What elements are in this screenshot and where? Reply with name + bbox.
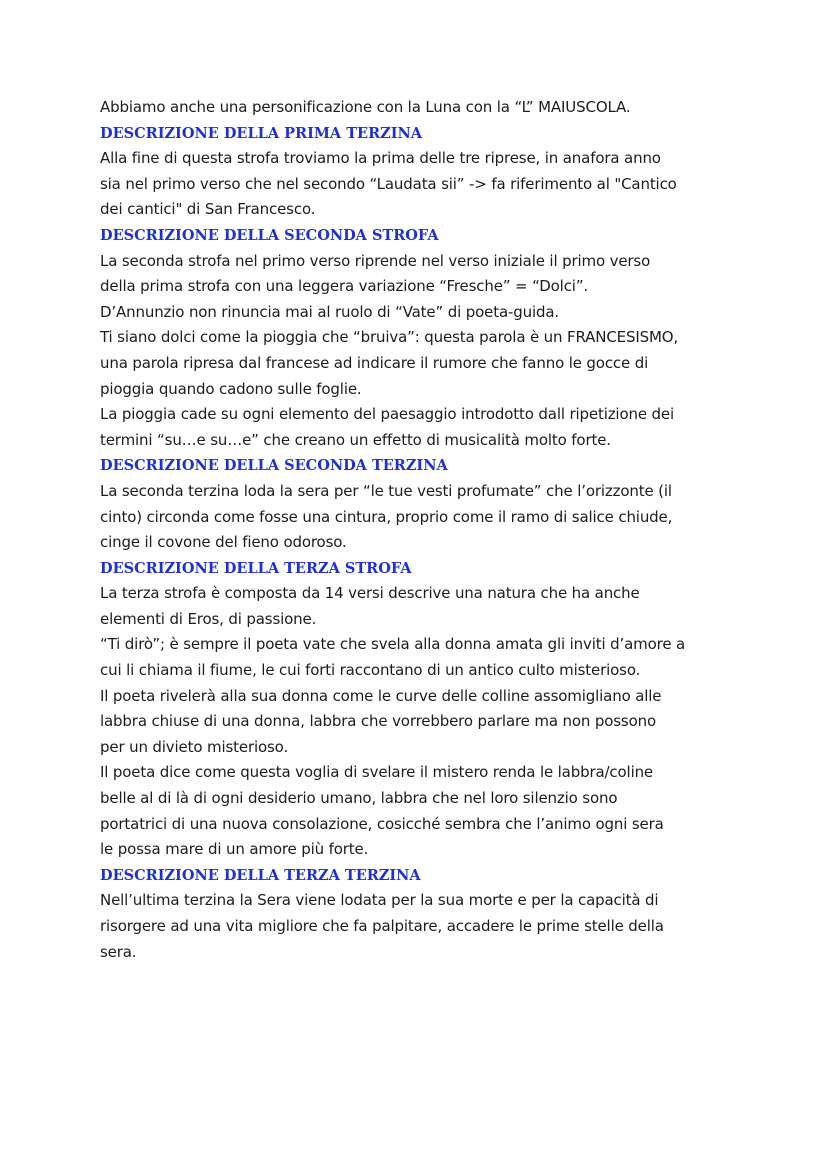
- paragraph-line: termini “su…e su…e” che creano un effetto di musicalità molto forte.: [100, 430, 611, 449]
- section-heading: DESCRIZIONE DELLA SECONDA STROFA: [100, 226, 439, 244]
- paragraph-line: D’Annunzio non rinuncia mai al ruolo di “Vate” di poeta-guida.: [100, 302, 560, 321]
- paragraph-line: Il poeta rivelerà alla sua donna come le curve delle colline assomigliano alle: [100, 686, 662, 705]
- paragraph-line: Il poeta dice come questa voglia di svelare il mistero renda le labbra/coline: [100, 763, 654, 782]
- section-heading: DESCRIZIONE DELLA TERZA STROFA: [100, 559, 412, 577]
- section-heading: DESCRIZIONE DELLA PRIMA TERZINA: [100, 124, 422, 142]
- paragraph-line: La seconda strofa nel primo verso riprende nel verso iniziale il primo verso: [100, 251, 651, 270]
- paragraph-line: La terza strofa è composta da 14 versi descrive una natura che ha anche: [100, 584, 640, 603]
- paragraph-line: sera.: [100, 942, 137, 961]
- paragraph-line: Nell’ultima terzina la Sera viene lodata per la sua morte e per la capacità di: [100, 891, 659, 910]
- paragraph-line: pioggia quando cadono sulle foglie.: [100, 379, 362, 398]
- paragraph-line: dei cantici" di San Francesco.: [100, 200, 316, 219]
- paragraph-line: sia nel primo verso che nel secondo “Laudata sii” -> fa riferimento al "Cantico: [100, 174, 677, 193]
- paragraph-line: portatrici di una nuova consolazione, cosicché sembra che l’animo ogni sera: [100, 814, 664, 833]
- paragraph-line: della prima strofa con una leggera variazione “Fresche” = “Dolci”.: [100, 277, 589, 296]
- section-heading: DESCRIZIONE DELLA SECONDA TERZINA: [100, 457, 448, 475]
- paragraph-line: “Ti dirò”; è sempre il poeta vate che svela alla donna amata gli inviti d’amore a: [100, 635, 686, 654]
- paragraph-line: cinto) circonda come fosse una cintura, proprio come il ramo di salice chiude,: [100, 507, 673, 526]
- paragraph-line: elementi di Eros, di passione.: [100, 609, 317, 628]
- paragraph-line: labbra chiuse di una donna, labbra che vorrebbero parlare ma non possono: [100, 712, 656, 731]
- paragraph-line: Alla fine di questa strofa troviamo la prima delle tre riprese, in anafora anno: [100, 149, 661, 168]
- section-heading: DESCRIZIONE DELLA TERZA TERZINA: [100, 866, 421, 884]
- paragraph-line: Ti siano dolci come la pioggia che “bruiva”: questa parola è un FRANCESISMO,: [100, 328, 679, 347]
- paragraph-line: risorgere ad una vita migliore che fa palpitare, accadere le prime stelle della: [100, 917, 664, 935]
- paragraph-line: Abbiamo anche una personificazione con la Luna con la “L” MAIUSCOLA.: [100, 98, 631, 116]
- paragraph-line: le possa mare di un amore più forte.: [100, 840, 369, 859]
- paragraph-line: una parola ripresa dal francese ad indicare il rumore che fanno le gocce di: [100, 353, 649, 372]
- paragraph-line: La pioggia cade su ogni elemento del paesaggio introdotto dall ripetizione dei: [100, 405, 674, 424]
- document-body: [100, 95, 748, 965]
- paragraph-line: cinge il covone del fieno odoroso.: [100, 533, 347, 552]
- paragraph-line: cui li chiama il fiume, le cui forti raccontano di un antico culto misterioso.: [100, 661, 641, 680]
- paragraph-line: La seconda terzina loda la sera per “le tue vesti profumate” che l’orizzonte (il: [100, 481, 672, 500]
- paragraph-line: belle al di là di ogni desiderio umano, labbra che nel loro silenzio sono: [100, 789, 618, 808]
- paragraph-line: per un divieto misterioso.: [100, 737, 289, 756]
